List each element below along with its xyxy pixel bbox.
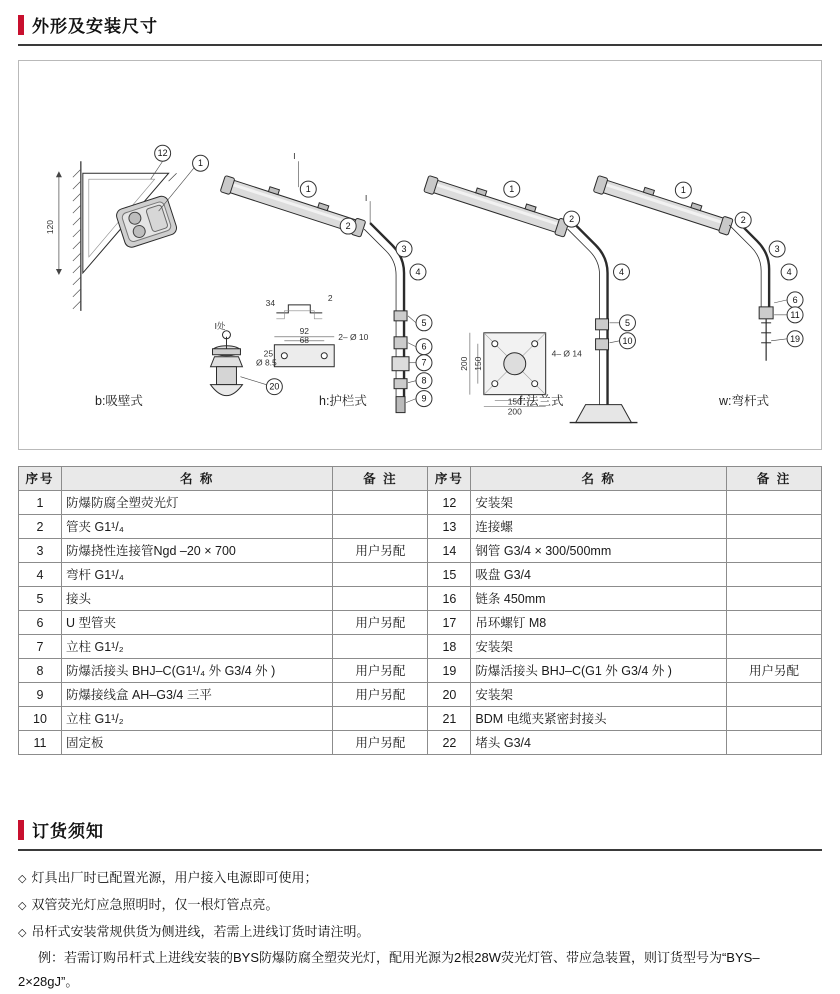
cell-no: 13 — [428, 515, 471, 539]
divider-rule — [18, 44, 822, 46]
balloon-19-w: 19 — [790, 333, 801, 344]
cell-remark: 用户另配 — [333, 539, 428, 563]
cell-name: 防爆活接头 BHJ–C(G1 外 G3/4 外 ) — [471, 659, 727, 683]
ordering-section-header — [18, 805, 822, 846]
cell-remark — [333, 587, 428, 611]
dim-flange-a: 200 — [458, 356, 469, 371]
table-row — [19, 731, 822, 755]
table-row — [19, 539, 822, 563]
cell-name: 管夹 G1¹/₄ — [62, 515, 333, 539]
cell-remark: 用户另配 — [333, 611, 428, 635]
cell-name: 弯杆 G1¹/₄ — [62, 563, 333, 587]
page-title: 外形及安装尺寸 — [32, 17, 158, 36]
cell-no: 4 — [19, 563, 62, 587]
cell-no: 12 — [428, 491, 471, 515]
balloon-12: 12 — [157, 148, 168, 159]
cell-name: 接头 — [62, 587, 333, 611]
balloon-9-h: 9 — [421, 393, 427, 404]
note-text: 灯具出厂时已配置光源，用户接入电源即可使用； — [31, 870, 318, 885]
cell-remark — [727, 563, 822, 587]
balloon-20: 20 — [269, 381, 280, 392]
cell-no: 22 — [428, 731, 471, 755]
drawing-rail-mount — [220, 161, 432, 412]
cell-no: 2 — [19, 515, 62, 539]
balloon-5-f: 5 — [624, 317, 630, 328]
balloon-1-w: 1 — [680, 185, 686, 196]
cell-remark: 用户另配 — [333, 659, 428, 683]
divider-rule-2 — [18, 849, 822, 851]
cell-remark — [727, 587, 822, 611]
dim-flange-e: 4– Ø 14 — [551, 348, 582, 359]
cell-name: 防爆接线盒 AH–G3/4 三平 — [62, 683, 333, 707]
accent-bar-2 — [18, 820, 24, 840]
dim-detail-f: Ø 8.5 — [256, 357, 277, 368]
ordering-title: 订货须知 — [32, 822, 104, 841]
cell-no: 21 — [428, 707, 471, 731]
section-mark-1: Ⅰ — [293, 151, 296, 162]
balloon-1-h: 1 — [305, 184, 311, 195]
cell-no: 18 — [428, 635, 471, 659]
balloon-3-h: 3 — [401, 244, 407, 255]
table-body — [19, 491, 822, 755]
dim-flange-c: 200 — [507, 406, 522, 417]
cell-no: 11 — [19, 731, 62, 755]
dim-detail-a: 92 — [299, 325, 309, 336]
cell-name: 防爆挠性连接管Ngd –20 × 700 — [62, 539, 333, 563]
cell-name: 链条 450mm — [471, 587, 727, 611]
section-mark-2: Ⅰ — [364, 193, 368, 204]
note-example-line-1: 例：若需订购吊杆式上进线安装的BYS防爆防腐全塑荧光灯，配用光源为2根28W荧光灯管、带应急装置，则订货型号为“BYS– — [38, 950, 760, 965]
cell-name: 连接螺 — [471, 515, 727, 539]
cell-no: 14 — [428, 539, 471, 563]
balloon-10-f: 10 — [622, 335, 633, 346]
table-row — [19, 515, 822, 539]
cell-remark: 用户另配 — [727, 659, 822, 683]
cell-name: 吸盘 G3/4 — [471, 563, 727, 587]
cell-no: 17 — [428, 611, 471, 635]
dim-detail-g: 2– Ø 10 — [338, 331, 369, 342]
col-remark-right: 备 注 — [727, 467, 822, 491]
balloon-3-w: 3 — [774, 244, 780, 255]
caption-rail-mount: h:护栏式 — [319, 394, 367, 408]
table-row — [19, 491, 822, 515]
table-row — [19, 635, 822, 659]
drawing-panel — [18, 60, 822, 450]
note-item — [18, 919, 822, 946]
accent-bar — [18, 15, 24, 35]
cell-no: 5 — [19, 587, 62, 611]
table-row — [19, 659, 822, 683]
cell-name: 防爆防腐全塑荧光灯 — [62, 491, 333, 515]
col-name-right: 名 称 — [471, 467, 727, 491]
cell-name: 堵头 G3/4 — [471, 731, 727, 755]
caption-wall-mount: b:吸壁式 — [95, 394, 143, 408]
cell-remark — [333, 515, 428, 539]
cell-remark — [727, 611, 822, 635]
dim-flange-b: 150 — [472, 356, 483, 371]
cell-name: 立柱 G1¹/₂ — [62, 635, 333, 659]
cell-no: 6 — [19, 611, 62, 635]
cell-remark — [727, 539, 822, 563]
cell-name: 安装架 — [471, 491, 727, 515]
balloon-11-w: 11 — [790, 309, 800, 320]
cell-remark — [333, 707, 428, 731]
ordering-section — [18, 805, 822, 994]
cell-no: 7 — [19, 635, 62, 659]
cell-name: 防爆活接头 BHJ–C(G1¹/₄ 外 G3/4 外 ) — [62, 659, 333, 683]
drawing-flange-mount — [424, 173, 638, 423]
balloon-2-w: 2 — [740, 215, 746, 226]
cell-name: 安装架 — [471, 635, 727, 659]
balloon-2-h: 2 — [345, 221, 351, 232]
table-row — [19, 611, 822, 635]
note-item — [18, 892, 822, 919]
balloon-2-f: 2 — [569, 214, 575, 225]
cell-no: 16 — [428, 587, 471, 611]
balloon-7-h: 7 — [421, 357, 427, 368]
cell-no: 9 — [19, 683, 62, 707]
note-example-line-2: 2×28gJ”。 — [18, 974, 79, 989]
caption-flange-mount: f:法兰式 — [519, 394, 564, 408]
cell-no: 20 — [428, 683, 471, 707]
balloon-4-w: 4 — [786, 266, 792, 277]
cell-remark — [727, 731, 822, 755]
cell-remark — [727, 515, 822, 539]
drawing-wall-mount — [56, 145, 334, 395]
diamond-bullet-icon: ◇ — [18, 873, 27, 885]
balloon-6-w: 6 — [792, 294, 798, 305]
col-name-left: 名 称 — [62, 467, 333, 491]
cell-no: 15 — [428, 563, 471, 587]
cell-remark: 用户另配 — [333, 683, 428, 707]
cell-no: 8 — [19, 659, 62, 683]
table-row — [19, 563, 822, 587]
col-remark-left: 备 注 — [333, 467, 428, 491]
cell-remark: 用户另配 — [333, 731, 428, 755]
dim-detail-b: 68 — [299, 334, 309, 345]
col-no-left: 序号 — [19, 467, 62, 491]
cell-no: 19 — [428, 659, 471, 683]
cell-name: 立柱 G1¹/₂ — [62, 707, 333, 731]
balloon-4-f: 4 — [618, 266, 624, 277]
dim-flange-d: 150 — [507, 396, 522, 407]
cell-name: 吊环螺钉 M8 — [471, 611, 727, 635]
cell-no: 1 — [19, 491, 62, 515]
cell-name: 固定板 — [62, 731, 333, 755]
note-item — [18, 865, 822, 892]
cell-remark — [727, 635, 822, 659]
dim-wall-height: 120 — [44, 219, 55, 235]
table-row — [19, 683, 822, 707]
cell-remark — [727, 683, 822, 707]
balloon-6-h: 6 — [421, 341, 427, 352]
cell-remark — [333, 491, 428, 515]
cell-remark — [333, 635, 428, 659]
cell-name: BDM 电缆夹紧密封接头 — [471, 707, 727, 731]
dimensions-section-header — [18, 0, 822, 41]
balloon-8-h: 8 — [421, 375, 427, 386]
table-row — [19, 587, 822, 611]
col-no-right: 序号 — [428, 467, 471, 491]
note-text: 双管荧光灯应急照明时，仅一根灯管点亮。 — [31, 897, 279, 912]
table-header-row — [19, 467, 822, 491]
cell-name: 安装架 — [471, 683, 727, 707]
cell-remark — [727, 491, 822, 515]
caption-bent-arm-mount: w:弯杆式 — [719, 394, 770, 408]
table-row — [19, 707, 822, 731]
cell-name: U 型管夹 — [62, 611, 333, 635]
note-text: 吊杆式安装常规供货为侧进线，若需上进线订货时请注明。 — [31, 924, 370, 939]
balloon-4-h: 4 — [415, 266, 421, 277]
parts-table — [18, 466, 822, 755]
detail-label: Ⅰ处 — [214, 320, 226, 331]
dim-detail-d: 2 — [327, 292, 333, 303]
dim-detail-c: 34 — [265, 297, 276, 308]
diamond-bullet-icon: ◇ — [18, 927, 27, 939]
balloon-5-h: 5 — [421, 317, 427, 328]
cell-remark — [727, 707, 822, 731]
balloon-1-f: 1 — [509, 184, 515, 195]
cell-remark — [333, 563, 428, 587]
cell-no: 3 — [19, 539, 62, 563]
cell-name: 钢管 G3/4 × 300/500mm — [471, 539, 727, 563]
balloon-1-b: 1 — [198, 158, 204, 169]
dim-detail-e: 25 — [263, 348, 274, 359]
cell-no: 10 — [19, 707, 62, 731]
diamond-bullet-icon: ◇ — [18, 900, 27, 912]
